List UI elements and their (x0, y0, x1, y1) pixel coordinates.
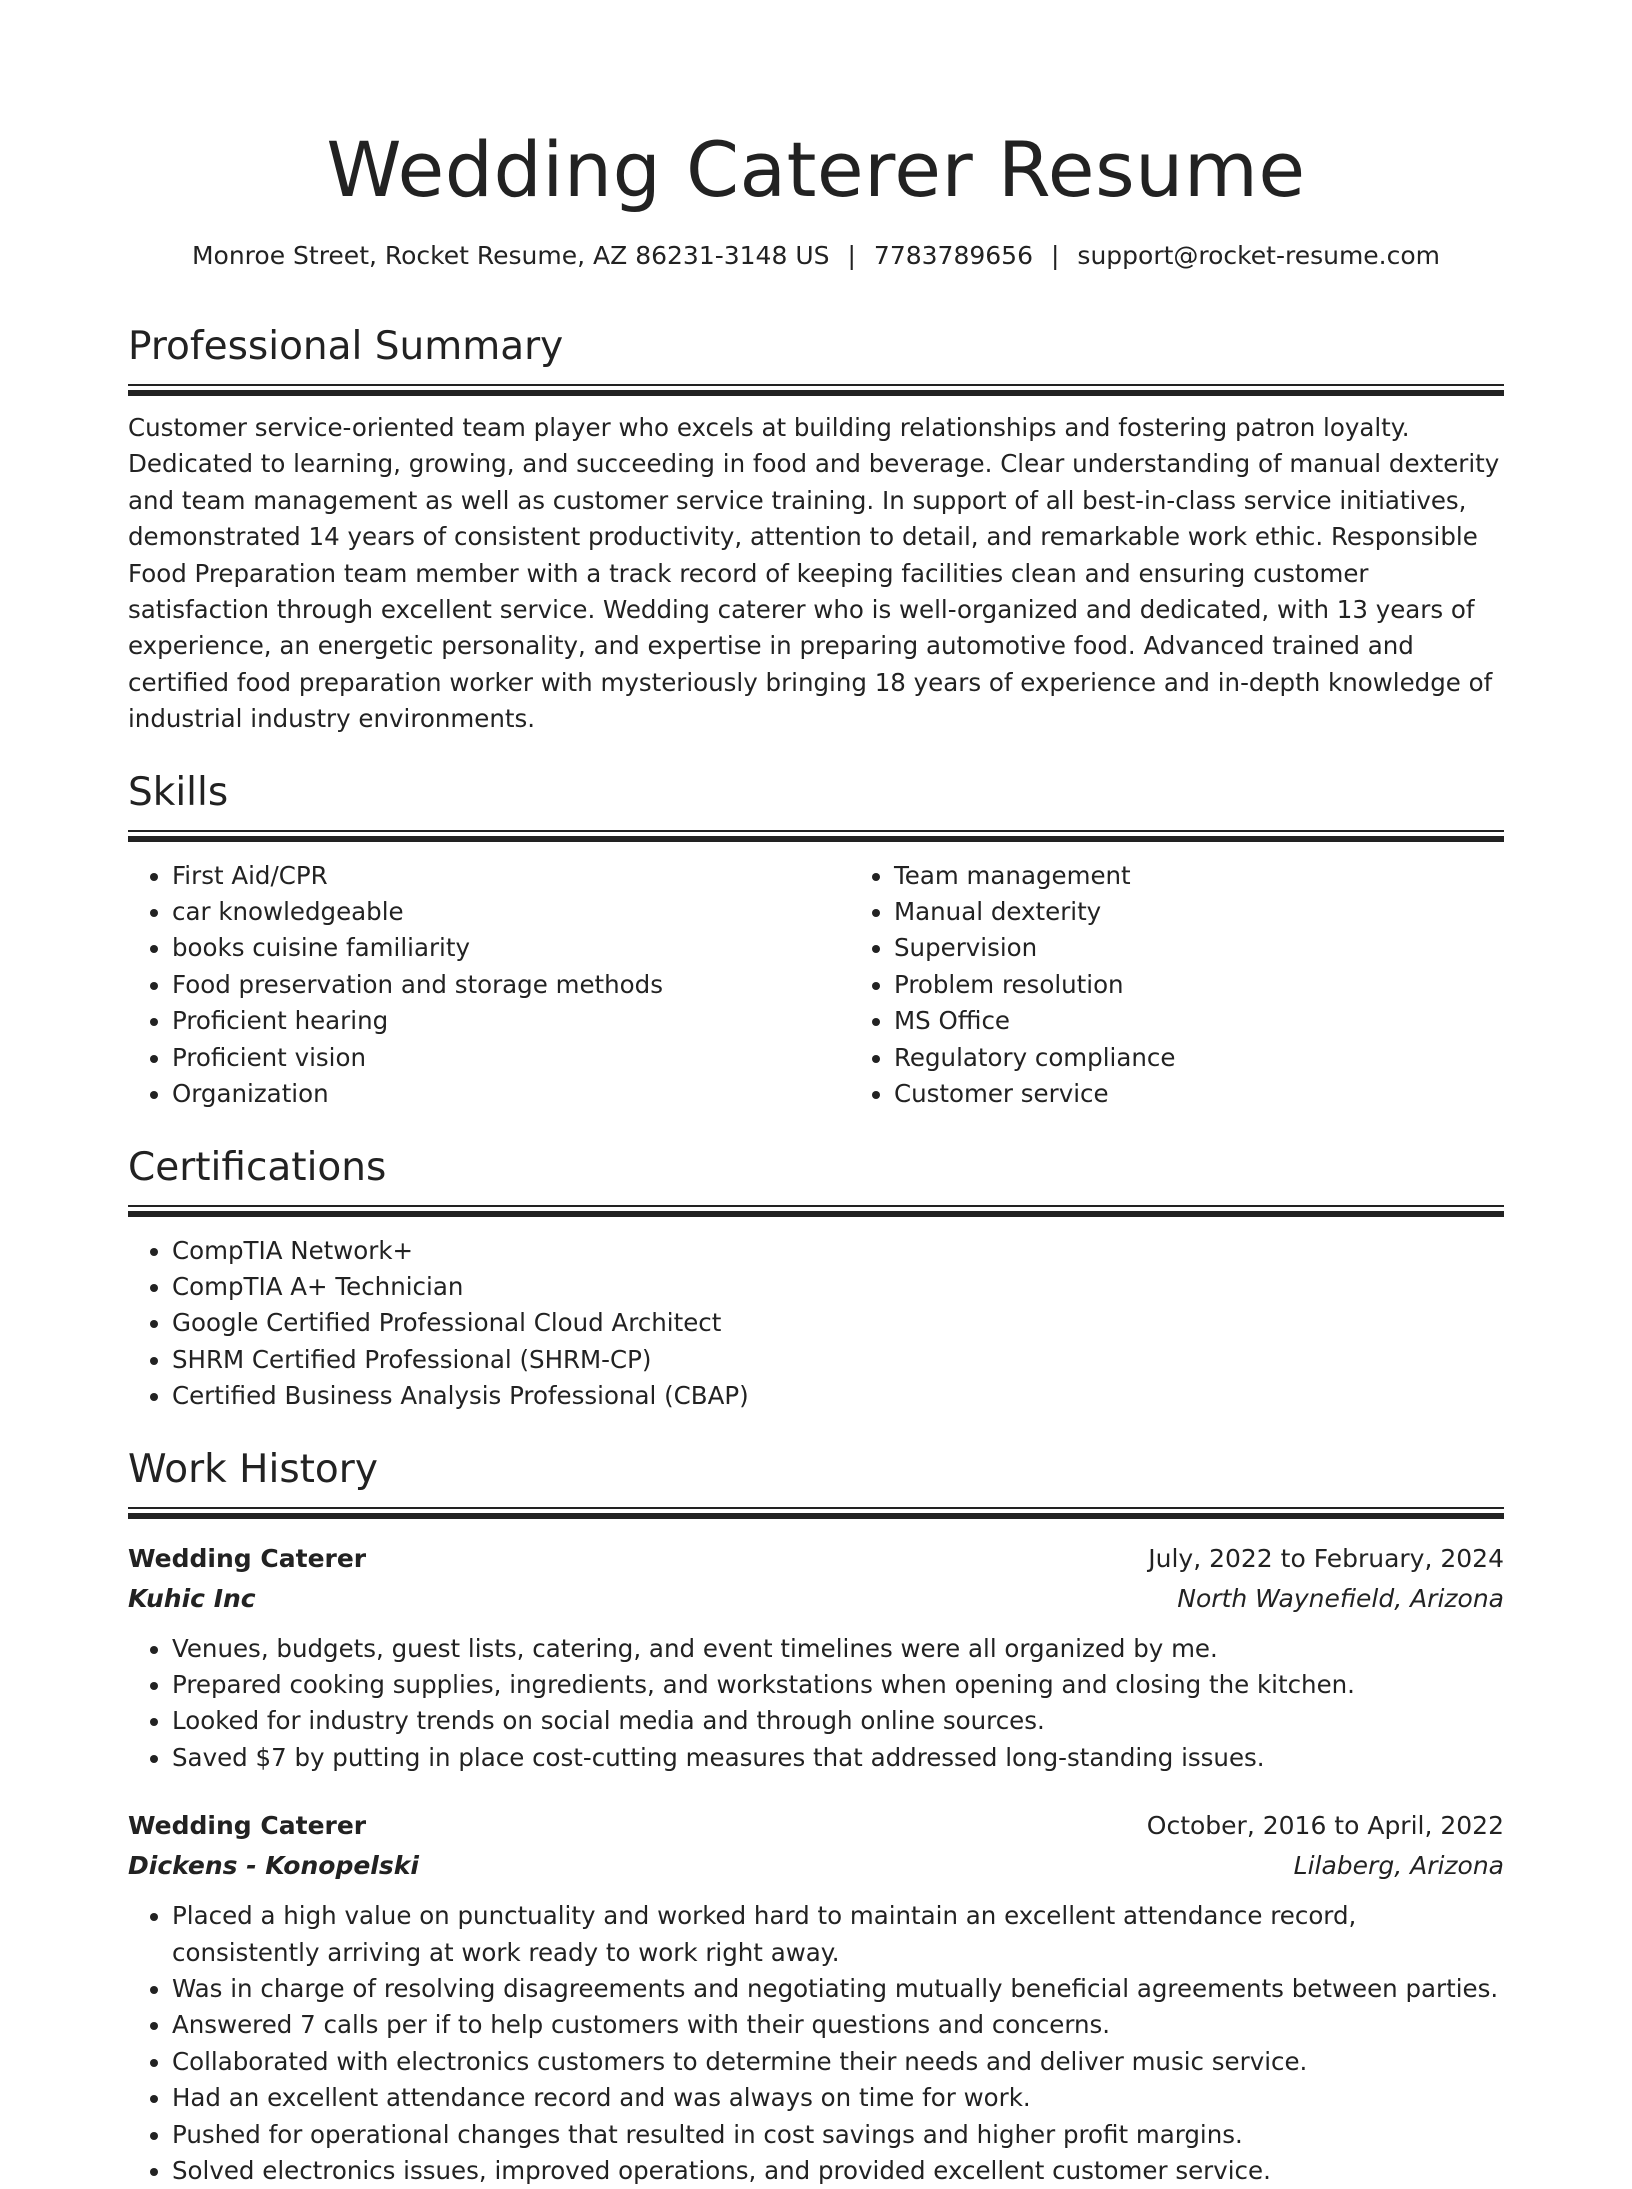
job-company: Dickens - Konopelski (128, 1851, 419, 1881)
job-duties-list (128, 1631, 1504, 1777)
certification-item: • Google Certified Professional Cloud Architect (172, 1305, 1504, 1341)
job-duty: • Solved electronics issues, improved operations, and provided excellent customer service. (172, 2153, 1504, 2189)
skills-grid (128, 842, 1504, 1113)
resume-title: Wedding Caterer Resume (326, 125, 1306, 214)
skill-item: • Regulatory compliance (894, 1040, 1572, 1076)
skill-item: • Manual dexterity (894, 894, 1572, 930)
job-duty: • Prepared cooking supplies, ingredients, and workstations when opening and closing the kitchen. (172, 1667, 1504, 1703)
work-history-section (128, 1445, 1504, 2189)
job-duties-list (128, 1898, 1504, 2189)
job-location: North Waynefield, Arizona (1177, 1583, 1504, 1613)
certification-item: • CompTIA A+ Technician (172, 1269, 1504, 1305)
job-entry (128, 1806, 1504, 2189)
skill-item: • Organization (172, 1076, 850, 1112)
summary-heading: Professional Summary (128, 324, 564, 369)
job-duty: • Looked for industry trends on social media and through online sources. (172, 1703, 1504, 1739)
skill-item: • books cuisine familiarity (172, 930, 850, 966)
job-dates: July, 2022 to February, 2024 (1148, 1543, 1504, 1573)
contact-separator: | (1050, 241, 1060, 270)
certifications-section (128, 1143, 1504, 1415)
job-company-row (128, 1579, 1504, 1619)
skill-item: • Team management (894, 858, 1572, 894)
section-divider (128, 1507, 1504, 1519)
section-divider (128, 384, 1504, 396)
skill-item: • Proficient vision (172, 1040, 850, 1076)
skills-heading: Skills (128, 769, 229, 815)
job-duty: • Saved $7 by putting in place cost-cutting measures that addressed long-standing issues. (172, 1740, 1504, 1776)
section-divider (128, 1205, 1504, 1217)
job-title-row (128, 1806, 1504, 1846)
job-dates: October, 2016 to April, 2022 (1146, 1811, 1504, 1841)
work-history-heading: Work History (128, 1446, 378, 1492)
job-title: Wedding Caterer (128, 1811, 367, 1841)
skill-item: • Customer service (894, 1076, 1572, 1112)
skill-item: • MS Office (894, 1003, 1572, 1039)
job-title: Wedding Caterer (128, 1543, 367, 1573)
summary-text: Customer service-oriented team player who excels at building relationships and fostering patron loyalty. Dedicated to learning, growing, and succeeding in food and beverage. Clear understanding of manual dexterity and team management as well as customer service training. In support of all best-in-class service initiatives, demonstrated 14 years of consistent productivity, attention to detail, and remarkable work ethic. Responsible Food Preparation team member with a track record of keeping facilities clean and ensuring customer satisfaction through excellent service. Wedding caterer who is well-organized and dedicated, with 13 years of experience, an energetic personality, and expertise in preparing automotive food. Advanced trained and certified food preparation worker with mysteriously bringing 18 years of experience and in-depth knowledge of industrial industry environments. (128, 413, 1500, 734)
contact-separator: | (847, 241, 856, 270)
job-title-row (128, 1539, 1504, 1579)
skill-item: • Supervision (894, 930, 1572, 966)
skills-section (128, 768, 1504, 1113)
summary-section (128, 322, 1504, 738)
job-entry (128, 1539, 1504, 1777)
skill-item: • First Aid/CPR (172, 858, 850, 894)
job-duty: • Answered 7 calls per if to help customers with their questions and concerns. (172, 2007, 1504, 2043)
job-location: Lilaberg, Arizona (1293, 1851, 1504, 1881)
skill-item: • car knowledgeable (172, 894, 850, 930)
skill-item: • Problem resolution (894, 967, 1572, 1003)
certification-item: • SHRM Certified Professional (SHRM-CP) (172, 1342, 1504, 1378)
certifications-list (128, 1233, 1504, 1415)
contact-phone: 7783789656 (873, 241, 1033, 270)
job-duty: • Placed a high value on punctuality and worked hard to maintain an excellent attendance record, consistently arriving at work ready to work right away. (172, 1898, 1504, 1971)
job-duty: • Venues, budgets, guest lists, catering, and event timelines were all organized by me. (172, 1631, 1504, 1667)
contact-line (128, 238, 1504, 274)
job-company-row (128, 1846, 1504, 1886)
skill-item: • Proficient hearing (172, 1003, 850, 1039)
job-duty: • Collaborated with electronics customers to determine their needs and deliver music service. (172, 2044, 1504, 2080)
job-company: Kuhic Inc (128, 1583, 256, 1613)
certifications-heading: Certifications (128, 1144, 387, 1190)
contact-email: support@rocket-resume.com (1077, 241, 1441, 270)
skills-list-right (850, 858, 1572, 1113)
job-duty: • Had an excellent attendance record and was always on time for work. (172, 2080, 1504, 2116)
skill-item: • Food preservation and storage methods (172, 967, 850, 1003)
certification-item: • Certified Business Analysis Professional (CBAP) (172, 1378, 1504, 1414)
skills-list-left (128, 858, 850, 1113)
job-duty: • Was in charge of resolving disagreements and negotiating mutually beneficial agreements between parties. (172, 1971, 1504, 2007)
job-duty: • Pushed for operational changes that resulted in cost savings and higher profit margins. (172, 2117, 1504, 2153)
certification-item: • CompTIA Network+ (172, 1233, 1504, 1269)
section-divider (128, 830, 1504, 842)
contact-address: Monroe Street, Rocket Resume, AZ 86231-3148 US (191, 241, 830, 270)
